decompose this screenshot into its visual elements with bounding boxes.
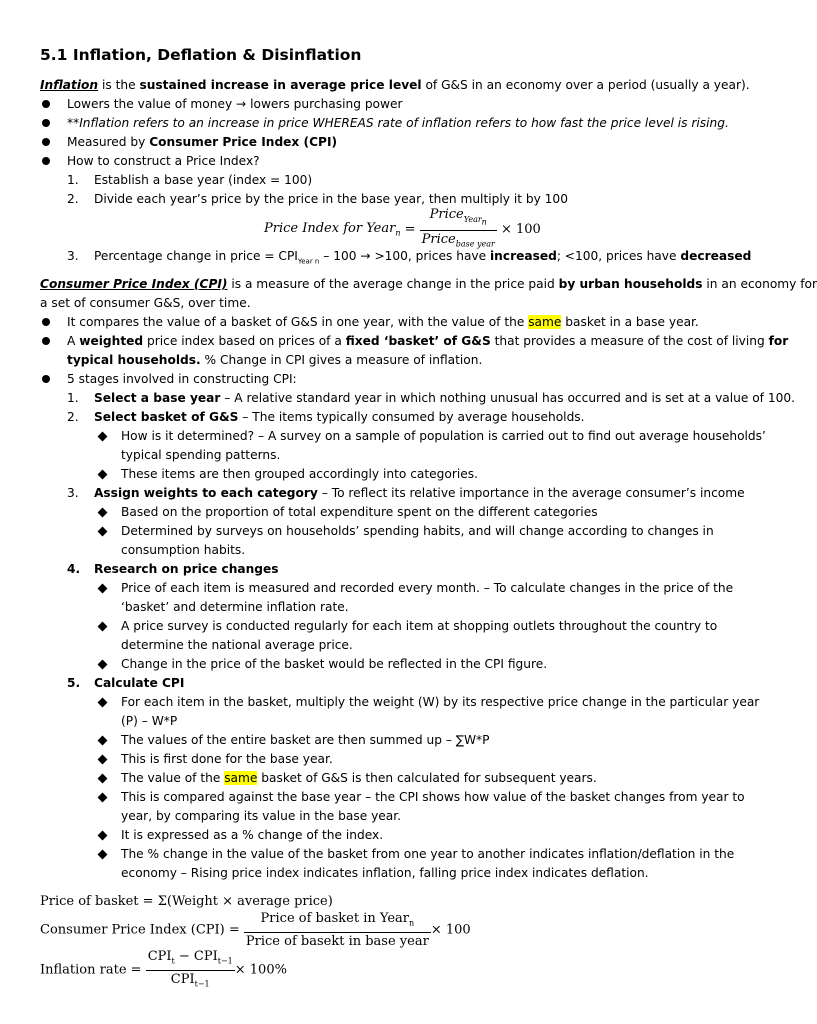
bold-text: Consumer Price Index (CPI) bbox=[149, 135, 338, 149]
bullet-icon bbox=[42, 375, 50, 383]
multiplier: × 100% bbox=[234, 962, 287, 978]
text: basket of G&S is then calculated for subsequent years. bbox=[257, 771, 597, 785]
bold-text: Research on price changes bbox=[94, 562, 279, 576]
numbered-item bbox=[94, 247, 751, 271]
numerator: − CPI bbox=[174, 949, 218, 964]
sub-item-cont: consumption habits. bbox=[121, 543, 246, 557]
numbered-item: Divide each year’s price by the price in the base year, then multiply it by 100 bbox=[94, 192, 568, 206]
bullet-item: 5 stages involved in constructing CPI: bbox=[67, 372, 297, 386]
sub-item: How is it determined? – A survey on a sample of population is carried out to find out average households’ bbox=[121, 429, 766, 443]
price-of-basket-formula: Price of basket = Σ(Weight × average price) bbox=[40, 894, 333, 909]
multiplier: × 100 bbox=[496, 221, 541, 237]
sub-item: This is compared against the base year – the CPI shows how value of the basket changes from year to bbox=[121, 790, 745, 804]
bullet-item: **Inflation refers to an increase in price WHEREAS rate of inflation refers to how fast the price level is rising. bbox=[67, 116, 729, 130]
sub-item: The values of the entire basket are then summed up – ∑W*P bbox=[121, 733, 490, 747]
page-title: 5.1 Inflation, Deflation & Disinflation bbox=[40, 46, 362, 64]
sub-item-cont: typical spending patterns. bbox=[121, 448, 281, 462]
bullet-item bbox=[67, 133, 337, 152]
bullet-icon bbox=[42, 138, 50, 146]
bold-text: increased bbox=[490, 249, 557, 263]
stage-item bbox=[94, 674, 184, 693]
bullet-item-cont bbox=[67, 351, 482, 370]
diamond-bullet-icon bbox=[98, 793, 108, 803]
formula-lhs: Consumer Price Index (CPI) = bbox=[40, 922, 244, 938]
bold-text: sustained increase in average price level bbox=[139, 78, 422, 92]
bullet-item bbox=[67, 332, 788, 351]
subscript: t−1 bbox=[217, 956, 233, 966]
text: A bbox=[67, 334, 80, 348]
equals-sign: = bbox=[400, 221, 420, 237]
highlighted-text: same bbox=[224, 771, 258, 785]
cpi-definition bbox=[40, 275, 817, 294]
bold-text: Select a base year bbox=[94, 391, 221, 405]
text: is a measure of the average change in the price paid bbox=[227, 277, 559, 291]
inflation-term: Inflation bbox=[40, 78, 99, 92]
subscript: t−1 bbox=[194, 979, 210, 989]
cpi-definition-cont: a set of consumer G&S, over time. bbox=[40, 296, 251, 310]
list-number: 2. bbox=[67, 410, 79, 424]
price-index-formula bbox=[264, 206, 541, 253]
stage-item bbox=[94, 408, 585, 427]
multiplier: × 100 bbox=[430, 922, 471, 938]
sub-item: This is first done for the base year. bbox=[121, 752, 333, 766]
bullet-icon bbox=[42, 157, 50, 165]
sub-item-cont: year, by comparing its value in the base year. bbox=[121, 809, 402, 823]
bullet-item: Lowers the value of money → lowers purchasing power bbox=[67, 97, 403, 111]
diamond-bullet-icon bbox=[98, 508, 108, 518]
bold-text: fixed ‘basket’ of G&S bbox=[345, 334, 491, 348]
diamond-bullet-icon bbox=[98, 584, 108, 594]
bullet-item bbox=[67, 313, 699, 332]
stage-item bbox=[94, 560, 279, 579]
diamond-bullet-icon bbox=[98, 755, 108, 765]
text: – A relative standard year in which nothing unusual has occurred and is set at a value of 100. bbox=[220, 391, 795, 405]
bullet-icon bbox=[42, 337, 50, 345]
diamond-bullet-icon bbox=[98, 470, 108, 480]
bold-text: typical households. bbox=[67, 353, 201, 367]
bold-text: weighted bbox=[79, 334, 144, 348]
denominator: Price bbox=[421, 232, 456, 248]
diamond-bullet-icon bbox=[98, 736, 108, 746]
sub-item-cont: economy – Rising price index indicates inflation, falling price index indicates deflation. bbox=[121, 866, 649, 880]
sub-item: The % change in the value of the basket from one year to another indicates inflation/deflation in the bbox=[121, 847, 735, 861]
diamond-bullet-icon bbox=[98, 698, 108, 708]
text: – 100 → >100, prices have bbox=[319, 249, 490, 263]
subscript: n bbox=[409, 918, 415, 928]
list-number: 4. bbox=[67, 562, 81, 576]
cpi-formula bbox=[40, 910, 471, 950]
subscript: Year n bbox=[297, 257, 320, 266]
text: of G&S in an economy over a period (usually a year). bbox=[421, 78, 750, 92]
diamond-bullet-icon bbox=[98, 831, 108, 841]
sub-item: These items are then grouped accordingly into categories. bbox=[121, 467, 478, 481]
highlighted-text: same bbox=[528, 315, 562, 329]
bullet-icon bbox=[42, 119, 50, 127]
subscript: n bbox=[481, 217, 487, 227]
text: Measured by bbox=[67, 135, 150, 149]
subscript: n bbox=[395, 228, 401, 238]
inflation-rate-formula bbox=[40, 948, 287, 992]
text: It compares the value of a basket of G&S in one year, with the value of the bbox=[67, 315, 529, 329]
text: in an economy for bbox=[702, 277, 817, 291]
sub-item: It is expressed as a % change of the index. bbox=[121, 828, 384, 842]
diamond-bullet-icon bbox=[98, 622, 108, 632]
bold-text: for bbox=[768, 334, 789, 348]
bold-text: Assign weights to each category bbox=[94, 486, 318, 500]
diamond-bullet-icon bbox=[98, 527, 108, 537]
cpi-term: Consumer Price Index (CPI) bbox=[40, 277, 228, 291]
sub-item: A price survey is conducted regularly for each item at shopping outlets throughout the country to bbox=[121, 619, 718, 633]
stage-item bbox=[94, 389, 795, 408]
bullet-icon bbox=[42, 318, 50, 326]
subscript: t bbox=[171, 956, 175, 966]
list-number: 3. bbox=[67, 249, 79, 263]
subscript: base year bbox=[455, 239, 495, 249]
bullet-icon bbox=[42, 100, 50, 108]
text: – The items typically consumed by average households. bbox=[238, 410, 585, 424]
text: basket in a base year. bbox=[561, 315, 699, 329]
bullet-item: How to construct a Price Index? bbox=[67, 154, 260, 168]
diamond-bullet-icon bbox=[98, 774, 108, 784]
sub-item bbox=[121, 769, 597, 788]
sub-item-cont: (P) – W*P bbox=[121, 714, 178, 728]
numbered-item: Establish a base year (index = 100) bbox=[94, 173, 313, 187]
text: % Change in CPI gives a measure of inflation. bbox=[200, 353, 483, 367]
text: ; <100, prices have bbox=[556, 249, 681, 263]
subscript: Year bbox=[463, 214, 482, 224]
text: that provides a measure of the cost of living bbox=[490, 334, 769, 348]
denominator: CPI bbox=[170, 971, 195, 987]
list-number: 5. bbox=[67, 676, 81, 690]
sub-item: For each item in the basket, multiply the weight (W) by its respective price change in the particular year bbox=[121, 695, 760, 709]
sub-item-cont: determine the national average price. bbox=[121, 638, 353, 652]
text: The value of the bbox=[121, 771, 225, 785]
formula-lhs: Inflation rate = bbox=[40, 962, 146, 978]
numerator: CPI bbox=[147, 949, 172, 964]
sub-item: Based on the proportion of total expenditure spent on the different categories bbox=[121, 505, 598, 519]
list-number: 1. bbox=[67, 391, 79, 405]
bold-text: decreased bbox=[680, 249, 752, 263]
diamond-bullet-icon bbox=[98, 432, 108, 442]
stage-item bbox=[94, 484, 745, 503]
list-number: 2. bbox=[67, 192, 79, 206]
denominator: Price of basekt in base year bbox=[245, 933, 429, 949]
sub-item: Determined by surveys on households’ spending habits, and will change according to changes in bbox=[121, 524, 714, 538]
text: price index based on prices of a bbox=[143, 334, 346, 348]
bold-text: by urban households bbox=[558, 277, 703, 291]
diamond-bullet-icon bbox=[98, 660, 108, 670]
sub-item: Change in the price of the basket would be reflected in the CPI figure. bbox=[121, 657, 548, 671]
text: Percentage change in price = CPI bbox=[94, 249, 298, 263]
numerator: Price bbox=[429, 207, 464, 222]
text: – To reflect its relative importance in the average consumer’s income bbox=[317, 486, 745, 500]
inflation-definition bbox=[40, 76, 750, 95]
formula-lhs: Price Index for Year bbox=[264, 221, 396, 237]
bold-text: Calculate CPI bbox=[94, 676, 185, 690]
text: is the bbox=[98, 78, 140, 92]
numerator: Price of basket in Year bbox=[260, 911, 409, 926]
sub-item-cont: ‘basket’ and determine inflation rate. bbox=[121, 600, 349, 614]
sub-item: Price of each item is measured and recorded every month. – To calculate changes in the price of the bbox=[121, 581, 734, 595]
diamond-bullet-icon bbox=[98, 850, 108, 860]
list-number: 3. bbox=[67, 486, 79, 500]
bold-text: Select basket of G&S bbox=[94, 410, 239, 424]
list-number: 1. bbox=[67, 173, 79, 187]
